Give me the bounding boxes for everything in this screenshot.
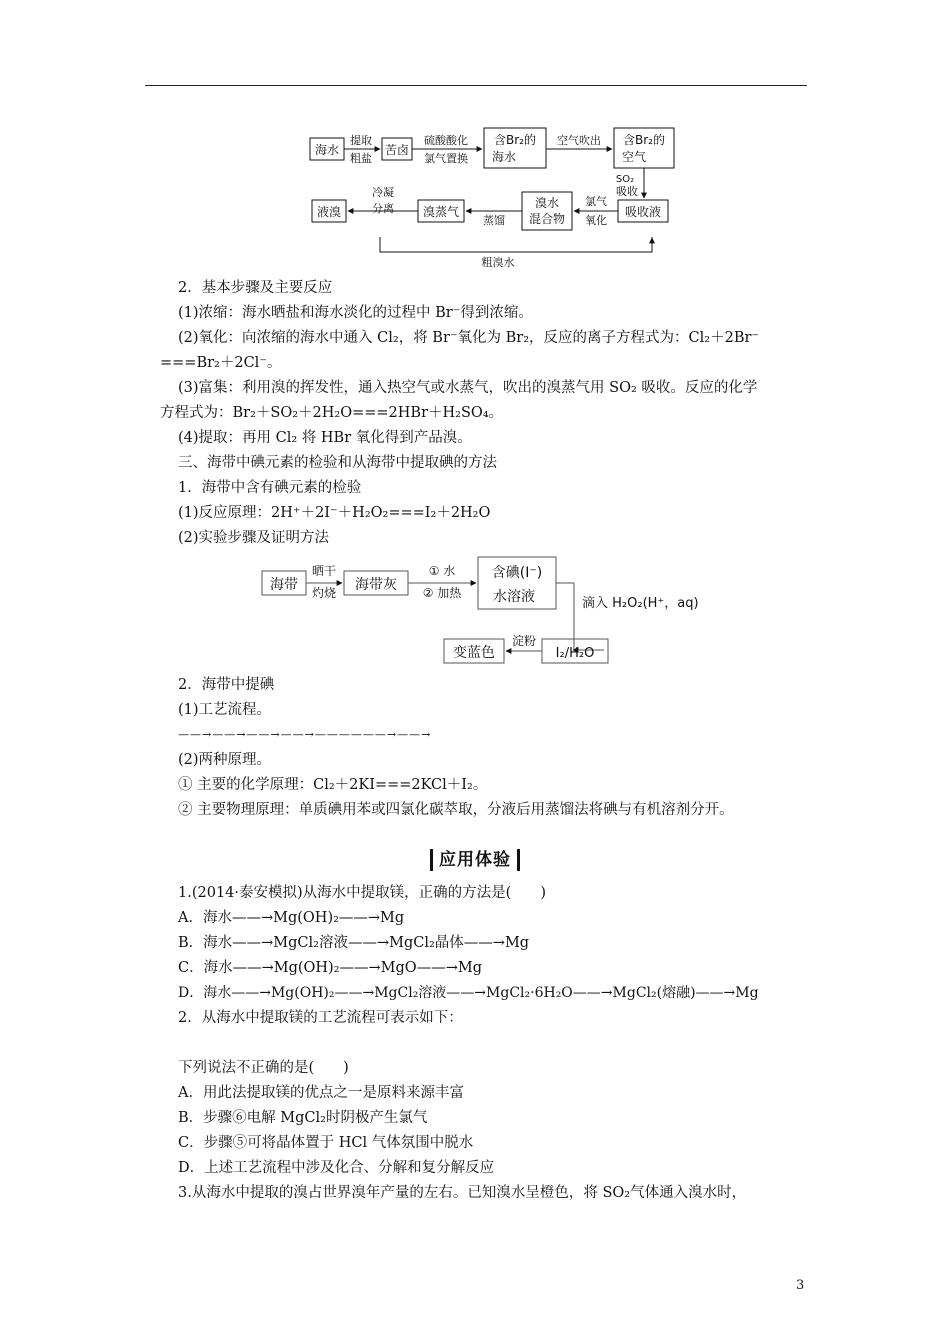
node-br2-air-1: 含Br₂的 (623, 133, 665, 147)
label-dry: 晒干 (311, 564, 337, 578)
header-rule (145, 85, 807, 86)
label-oxidize: 氧化 (585, 214, 607, 227)
text-line: (1)工艺流程。 (178, 702, 272, 718)
node-turns-blue: 变蓝色 (453, 645, 495, 661)
text-line: 1．海带中含有碘元素的检验 (178, 480, 362, 496)
option-a: A．用此法提取镁的优点之一是原料来源丰富 (178, 1085, 464, 1101)
iodine-test-diagram (258, 555, 738, 670)
label-heat: ② 加热 (422, 586, 462, 600)
bromine-flow-svg (300, 120, 700, 270)
text-line: 2．基本步骤及主要反应 (178, 280, 333, 296)
node-br2-seawater-2: 海水 (491, 150, 517, 164)
label-crude-bromine-water: 粗溴水 (481, 256, 515, 269)
page-number: 3 (796, 1278, 805, 1293)
label-condense: 冷凝 (372, 186, 394, 199)
text-line: 2．海带中提碘 (178, 677, 275, 693)
text-line: (4)提取：再用 Cl₂ 将 HBr 氧化得到产品溴。 (178, 430, 472, 446)
node-kelp-ash: 海带灰 (355, 577, 397, 593)
bromine-flow-diagram (300, 120, 700, 270)
node-absorb-liquid: 吸收液 (624, 205, 662, 219)
node-iodide: 含碘(I⁻) (491, 565, 543, 581)
node-mixture: 混合物 (528, 212, 566, 226)
node-br2-seawater-1: 含Br₂的 (494, 133, 536, 147)
option-c: C．海水——→Mg(OH)₂——→MgO——→Mg (178, 960, 482, 976)
text-line: (2)氧化：向浓缩的海水中通入 Cl₂，将 Br⁻氧化为 Br₂，反应的离子方程式为：Cl₂＋2Br⁻ (178, 330, 760, 346)
label-separate: 分离 (372, 202, 394, 215)
iodine-test-svg (258, 555, 738, 670)
option-c: C．步骤⑤可将晶体置于 HCl 气体氛围中脱水 (178, 1135, 474, 1151)
node-bromine-vapor: 溴蒸气 (422, 205, 460, 219)
label-add-h2o2: 滴入 H₂O₂(H⁺，aq) (582, 596, 699, 611)
text-line: (1)浓缩：海水晒盐和海水淡化的过程中 Br⁻得到浓缩。 (178, 305, 533, 321)
label-water: ① 水 (428, 564, 456, 578)
text-line: ===Br₂＋2Cl⁻。 (160, 355, 282, 371)
question-1: 1.(2014·泰安模拟)从海水中提取镁，正确的方法是( ) (178, 885, 546, 901)
node-kelp: 海带 (270, 577, 298, 593)
question-3: 3.从海水中提取的溴占世界溴年产量的左右。已知溴水呈橙色，将 SO₂气体通入溴水时， (178, 1185, 747, 1201)
text-line: (2)实验步骤及证明方法 (178, 530, 330, 546)
label-chlorine-replace: 氯气置换 (424, 152, 468, 165)
question-2: 2．从海水中提取镁的工艺流程可表示如下： (178, 1010, 463, 1026)
text-line: (3)富集：利用溴的挥发性，通入热空气或水蒸气，吹出的溴蒸气用 SO₂ 吸收。反应的化学 (178, 380, 758, 396)
label-burn: 灼烧 (311, 586, 337, 600)
node-seawater: 海水 (314, 143, 340, 157)
text-line: (1)反应原理：2H⁺＋2I⁻＋H₂O₂===I₂＋2H₂O (178, 505, 491, 521)
label-crude-salt: 粗盐 (350, 152, 372, 165)
label-air-blow: 空气吹出 (557, 134, 601, 147)
label-distill: 蒸馏 (483, 214, 505, 227)
application-heading (0, 849, 950, 871)
label-extract: 提取 (350, 134, 372, 147)
node-i2-water: I₂/H₂O (555, 646, 595, 661)
option-d: D．海水——→Mg(OH)₂——→MgCl₂溶液——→MgCl₂·6H₂O——→MgCl₂(熔融)——→Mg (178, 985, 759, 1001)
option-d: D．上述工艺流程中涉及化合、分解和复分解反应 (178, 1160, 495, 1176)
node-liquid-bromine: 液溴 (316, 205, 342, 219)
label-chlorine: 氯气 (585, 195, 607, 208)
node-bromine-water: 溴水 (534, 196, 560, 210)
label-absorb: 吸收 (616, 185, 638, 198)
option-b: B．步骤⑥电解 MgCl₂时阴极产生氯气 (178, 1110, 428, 1126)
label-acidify: 硫酸酸化 (424, 134, 468, 147)
question-2-stem: 下列说法不正确的是( ) (178, 1060, 349, 1076)
text-line: ① 主要的化学原理：Cl₂＋2KI===2KCl＋I₂。 (178, 777, 488, 793)
node-bittern: 苦卤 (384, 143, 410, 157)
node-aqueous-solution: 水溶液 (493, 589, 535, 605)
process-arrows: ——→——→——→——→——————→——→ (178, 728, 432, 741)
option-a: A．海水——→Mg(OH)₂——→Mg (178, 910, 405, 926)
label-so2: SO₂ (615, 174, 635, 185)
section-heading: 三、海带中碘元素的检验和从海带中提取碘的方法 (178, 455, 497, 471)
heading-label: 应用体验 (430, 849, 520, 871)
text-line: 方程式为：Br₂＋SO₂＋2H₂O===2HBr＋H₂SO₄。 (160, 405, 504, 421)
node-br2-air-2: 空气 (621, 150, 647, 164)
text-line: ② 主要物理原理：单质碘用苯或四氯化碳萃取，分液后用蒸馏法将碘与有机溶剂分开。 (178, 802, 734, 818)
text-line: (2)两种原理。 (178, 752, 272, 768)
label-starch: 淀粉 (511, 634, 537, 648)
option-b: B．海水——→MgCl₂溶液——→MgCl₂晶体——→Mg (178, 935, 530, 951)
